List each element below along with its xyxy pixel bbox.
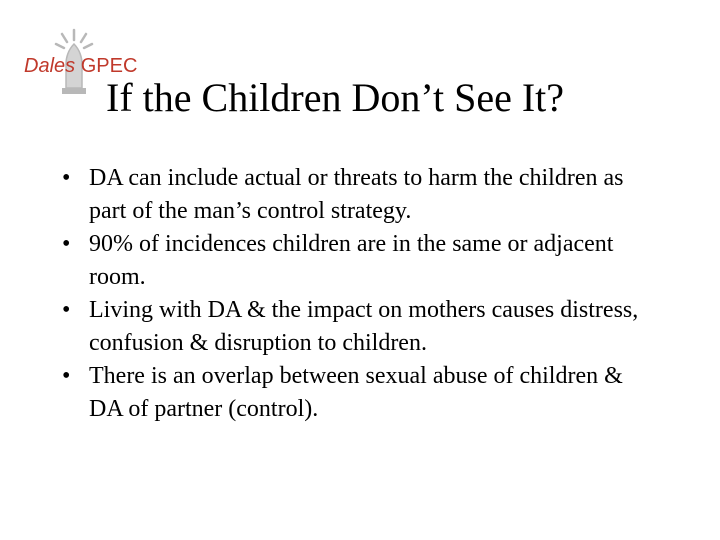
- bullet-glyph: •: [62, 363, 71, 389]
- bullet-text: Living with DA & the impact on mothers causes distress, confusion & disruption to children.: [89, 297, 639, 356]
- bullet-glyph: •: [62, 165, 71, 191]
- bullet-glyph: •: [62, 297, 71, 323]
- bullet-text: 90% of incidences children are in the same or adjacent room.: [89, 231, 614, 290]
- bullet-item: [62, 294, 662, 360]
- bullet-item: [62, 162, 662, 228]
- bullet-glyph: •: [62, 231, 71, 257]
- bullet-text: There is an overlap between sexual abuse of children & DA of partner (control).: [89, 363, 623, 422]
- logo-name-part2: GPEC: [80, 55, 138, 77]
- bullet-item: [62, 360, 662, 426]
- slide-title: If the Children Don’t See It?: [106, 75, 565, 120]
- bullet-text: DA can include actual or threats to harm the children as part of the man’s control strategy.: [89, 165, 624, 224]
- bullet-list: [62, 162, 662, 426]
- logo-name-part1: Dales: [24, 55, 76, 77]
- bullet-item: [62, 228, 662, 294]
